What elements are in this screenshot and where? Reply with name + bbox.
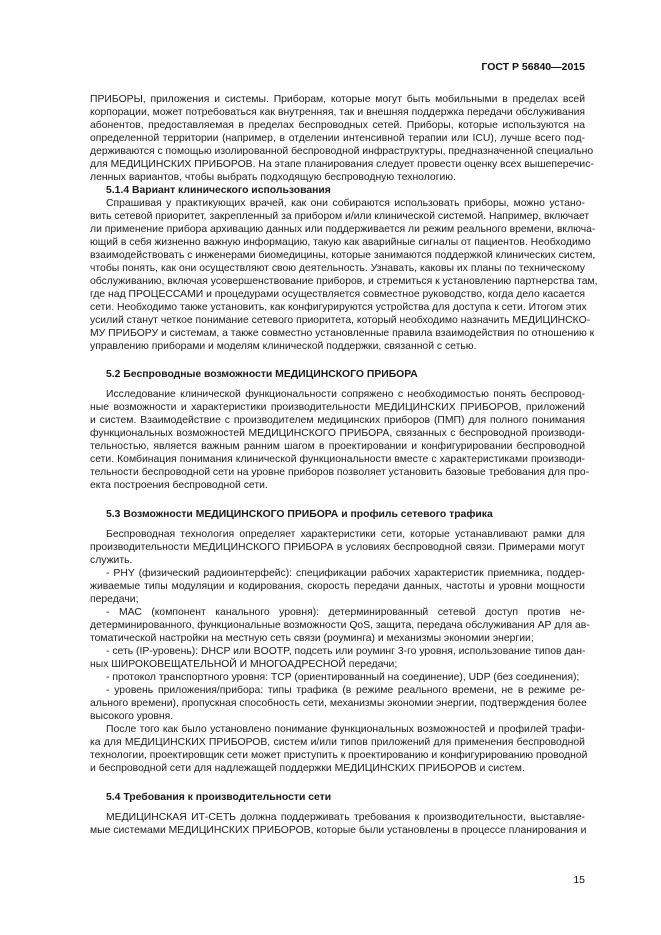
text-line: екта построения беспроводной сети. bbox=[90, 480, 268, 491]
text-line: ка для МЕДИЦИНСКИХ ПРИБОРОВ, систем и/или типов приложений для применения беспроводной bbox=[90, 737, 585, 748]
text-line: МЕДИЦИНСКАЯ ИТ-СЕТЬ должна поддерживать требования к производительности, выставляе- bbox=[106, 812, 585, 823]
list-item: - протокол транспортного уровня: TCP (ориентированный на соединение), UDP (без соединения); bbox=[106, 672, 580, 683]
section-heading: 5.4 Требования к производительности сети bbox=[106, 792, 332, 803]
text-line: и беспроводной сети для надлежащей поддержки МЕДИЦИНСКИХ ПРИБОРОВ и систем. bbox=[90, 763, 525, 774]
text-line: корпорации, может потребоваться как внутренняя, так и внешняя поддержка передачи обслуживания bbox=[90, 107, 585, 118]
text-line: ленных вариантов, чтобы выбрать подходящую беспроводную технологию. bbox=[90, 172, 456, 183]
text-line: Исследование клинической функциональности сопряжено с необходимостью понять беспровод- bbox=[106, 389, 585, 400]
text-line: взаимодействовать с инженерами биомедицины, которые занимаются поддержкой клинических систем, bbox=[90, 250, 596, 261]
text-line: живаемые типы модуляции и кодирования, скорость передачи данных, частоты и уровни мощности bbox=[90, 581, 585, 592]
text-line: ных ШИРОКОВЕЩАТЕЛЬНОЙ И МНОГОАДРЕСНОЙ передачи; bbox=[90, 659, 398, 670]
text-line: функциональных возможностей МЕДИЦИНСКОГО ПРИБОРА, связанных с беспроводной производи- bbox=[90, 428, 585, 439]
section-heading: 5.1.4 Вариант клинического использования bbox=[106, 185, 331, 196]
text-line: ПРИБОРЫ, приложения и системы. Приборам, которые могут быть мобильными в пределах всей bbox=[90, 94, 585, 105]
text-line: служить. bbox=[90, 555, 133, 566]
text-line: держиваются с помощью изолированной беспроводной инфраструктуры, предназначенной специально bbox=[90, 146, 594, 157]
text-line: вить сетевой приоритет, закрепленный за прибором и/или клинической системой. Например, включает bbox=[90, 211, 590, 222]
section-heading: 5.3 Возможности МЕДИЦИНСКОГО ПРИБОРА и профиль сетевого трафика bbox=[106, 509, 493, 520]
list-item: - МАС (компонент канального уровня): детерминированный сетевой доступ против не- bbox=[106, 607, 585, 618]
text-line: где над ПРОЦЕССАМИ и процедурами осуществляется совместное руководство, когда дело касается bbox=[90, 289, 586, 300]
section-heading: 5.2 Беспроводные возможности МЕДИЦИНСКОГО ПРИБОРА bbox=[106, 369, 418, 380]
list-item: - уровень приложения/прибора: типы трафика (в режиме реального времени, не в режиме ре- bbox=[106, 685, 585, 696]
text-line: обслуживанию, включая усовершенствование приборов, и стремиться к установлению партнерства там, bbox=[90, 276, 598, 287]
text-line: абонентов, предоставляемая в пределах беспроводных сетей. Приборы, которые используются на bbox=[90, 120, 585, 131]
text-line: ные возможности и характеристики производительности МЕДИЦИНСКИХ ПРИБОРОВ, приложений bbox=[90, 402, 585, 413]
text-line: сети. Комбинация понимания клинической функциональности вместе с характеристиками производи- bbox=[90, 454, 585, 465]
text-line: МУ ПРИБОРУ и системам, а также совместно установленные правила взаимодействия по отношению к bbox=[90, 328, 595, 339]
text-line: тельностью, является важным ранним шагом в проектировании и конфигурировании беспроводной bbox=[90, 441, 585, 452]
text-line: томатической настройки на местную сеть связи (роуминга) и механизмы экономии энергии; bbox=[90, 633, 534, 644]
text-line: детерминированного, функциональные возможности QoS, защита, передача обслуживания АР для ав- bbox=[90, 620, 590, 631]
text-line: чтобы понять, как они осуществляют свою деятельность. Узнавать, каковы их планы по техническому bbox=[90, 263, 585, 274]
text-line: сети. Необходимо также установить, как конфигурируются устройства для доступа к сети. Итогом этих bbox=[90, 302, 587, 313]
list-item: - сеть (IP-уровень): DHCP или BOOTP, подсеть или роуминг 3-го уровня, использование типов дан- bbox=[106, 646, 586, 657]
text-line: и систем. Взаимодействие с производителем медицинских приборов (ПМП) для полного понимания bbox=[90, 415, 585, 426]
text-line: тельности беспроводной сети на уровне приборов позволяет установить базовые требования для про- bbox=[90, 467, 590, 478]
text-line: мые системами МЕДИЦИНСКИХ ПРИБОРОВ, которые были установлены в процессе планирования и bbox=[90, 825, 587, 836]
text-line: После того как было установлено понимание функциональных возможностей и профилей трафи- bbox=[106, 724, 585, 735]
text-line: высокого уровня. bbox=[90, 711, 174, 722]
text-line: ли применение прибора архивацию данных или поддерживается ли режим реального времени, включа- bbox=[90, 224, 596, 235]
text-line: передачи; bbox=[90, 594, 139, 605]
text-line: усилий станут четкое понимание сетевого приоритета, который необходимо назначить МЕДИЦИНСКО- bbox=[90, 315, 591, 326]
text-line: ального времени), пропускная способность сети, механизмы экономии энергии, подтверждения более bbox=[90, 698, 587, 709]
page-number: 15 bbox=[573, 874, 585, 886]
text-line: определенной территории (например, в отделении интенсивной терапии или ICU), лучше всего под- bbox=[90, 133, 585, 144]
text-line: технологии, проектировщик сети может приступить к проектированию и конфигурированию проводной bbox=[90, 750, 588, 761]
text-line: ющий в себя жизненно важную информацию, такую как аварийные сигналы от пациентов. Необходимо bbox=[90, 237, 591, 248]
list-item: - PHY (физический радиоинтерфейс): спецификации рабочих характеристик приемника, поддер- bbox=[106, 568, 585, 579]
document-number: ГОСТ Р 56840—2015 bbox=[481, 61, 585, 73]
text-line: для МЕДИЦИНСКИХ ПРИБОРОВ. На этапе планирования следует провести оценку всех вышеперечис- bbox=[90, 159, 594, 170]
text-line: Спрашивая у практикующих врачей, как они собираются использовать приборы, можно устано- bbox=[106, 198, 585, 209]
text-line: управлению приборами и моделям клинической поддержки, связанной с сетью. bbox=[90, 341, 477, 352]
text-line: Беспроводная технология определяет характеристики сети, которые устанавливают рамки для bbox=[106, 529, 585, 540]
text-line: производительности МЕДИЦИНСКОГО ПРИБОРА в условиях беспроводной связи. Примерами могут bbox=[90, 542, 585, 553]
